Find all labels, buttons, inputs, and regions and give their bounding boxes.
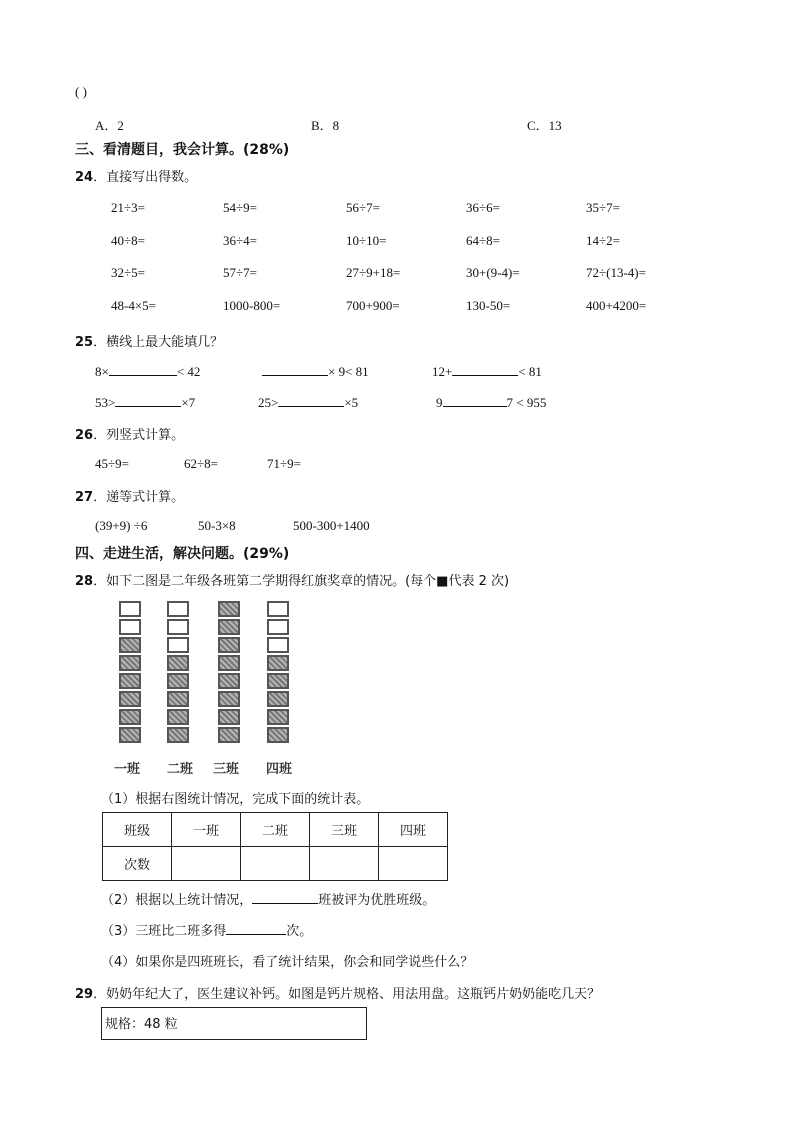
pictograph-filled-square bbox=[119, 673, 141, 689]
pictograph-filled-square bbox=[167, 655, 189, 671]
pictograph-filled-square bbox=[267, 673, 289, 689]
pictograph-empty-square bbox=[119, 619, 141, 635]
question-text: ．如下二图是二年级各班第二学期得红旗奖章的情况。(每个■代表 2 次) bbox=[93, 574, 510, 589]
pictograph-empty-square bbox=[167, 637, 189, 653]
pictograph-empty-square bbox=[267, 637, 289, 653]
pictograph-filled-square bbox=[119, 655, 141, 671]
q28-sub2-suffix: 班被评为优胜班级。 bbox=[318, 893, 436, 908]
table-row-label: 次数 bbox=[103, 847, 172, 881]
pictograph-filled-square bbox=[267, 655, 289, 671]
question-text: ．列竖式计算。 bbox=[93, 428, 185, 443]
spec-box: 规格：48 粒 bbox=[101, 1007, 367, 1040]
fill-blank[interactable] bbox=[109, 363, 177, 376]
question-25 bbox=[75, 331, 223, 350]
q26-item-3: 71÷9= bbox=[267, 456, 301, 471]
q28-sub3-prefix: （3）三班比二班多得 bbox=[101, 924, 227, 939]
q24-problem: 57÷7= bbox=[223, 265, 257, 280]
answer-cell[interactable] bbox=[379, 847, 448, 881]
pictograph-empty-square bbox=[267, 601, 289, 617]
pictograph-filled-square bbox=[167, 727, 189, 743]
pictograph-class-label: 四班 bbox=[266, 762, 293, 777]
section-4-title: 四、走进生活，解决问题。(29%) bbox=[75, 546, 290, 562]
pictograph-filled-square bbox=[218, 655, 240, 671]
q25-suffix: ×7 bbox=[181, 395, 196, 410]
pictograph-filled-square bbox=[119, 709, 141, 725]
pictograph-filled-square bbox=[218, 727, 240, 743]
q24-problem: 40÷8= bbox=[111, 233, 145, 248]
question-text: ．递等式计算。 bbox=[93, 490, 185, 505]
fill-blank[interactable] bbox=[115, 394, 181, 407]
question-number: 26 bbox=[75, 428, 94, 443]
q24-problem: 32÷5= bbox=[111, 265, 145, 280]
q25-prefix: 12+ bbox=[432, 364, 453, 379]
q24-problem: 10÷10= bbox=[346, 233, 387, 248]
pictograph-filled-square bbox=[119, 691, 141, 707]
question-text: ．奶奶年纪大了，医生建议补钙。如图是钙片规格、用法用盘。这瓶钙片奶奶能吃几天？ bbox=[93, 987, 601, 1002]
pictograph-filled-square bbox=[119, 637, 141, 653]
pictograph-filled-square bbox=[167, 673, 189, 689]
answer-parentheses: ( ) bbox=[75, 84, 87, 99]
q25-item-2 bbox=[262, 363, 369, 380]
q27-item-1: (39+9) ÷6 bbox=[95, 518, 148, 533]
q28-sub3-suffix: 次。 bbox=[286, 924, 313, 939]
q26-item-1: 45÷9= bbox=[95, 456, 129, 471]
q24-problem: 36÷4= bbox=[223, 233, 257, 248]
q24-problem: 400+4200= bbox=[586, 298, 647, 313]
q28-sub2-prefix: （2）根据以上统计情况， bbox=[101, 893, 253, 908]
option-b: B．8 bbox=[311, 118, 340, 133]
q25-item-5 bbox=[258, 394, 358, 411]
pictograph-filled-square bbox=[218, 691, 240, 707]
question-29 bbox=[75, 983, 600, 1002]
table-header-cell: 四班 bbox=[379, 813, 448, 847]
q24-problem: 64÷8= bbox=[466, 233, 500, 248]
question-number: 25 bbox=[75, 335, 94, 350]
pictograph-class-label: 二班 bbox=[167, 762, 194, 777]
pictograph-filled-square bbox=[267, 709, 289, 725]
question-28 bbox=[75, 570, 509, 589]
q24-problem: 27÷9+18= bbox=[346, 265, 401, 280]
q24-problem: 35÷7= bbox=[586, 200, 620, 215]
pictograph-class-label: 一班 bbox=[114, 762, 141, 777]
q24-problem: 700+900= bbox=[346, 298, 400, 313]
q24-problem: 30+(9-4)= bbox=[466, 265, 520, 280]
question-number: 24 bbox=[75, 170, 94, 185]
fill-blank[interactable] bbox=[262, 363, 328, 376]
question-number: 27 bbox=[75, 490, 94, 505]
q25-item-1 bbox=[95, 363, 200, 380]
q25-prefix: 53> bbox=[95, 395, 116, 410]
q25-suffix: ×5 bbox=[344, 395, 359, 410]
q28-sub4: （4）如果你是四班班长，看了统计结果，你会和同学说些什么？ bbox=[101, 955, 474, 970]
table-header-cell: 班级 bbox=[103, 813, 172, 847]
answer-cell[interactable] bbox=[172, 847, 241, 881]
q24-problem: 130-50= bbox=[466, 298, 511, 313]
question-24 bbox=[75, 166, 197, 185]
q25-item-3 bbox=[432, 363, 542, 380]
pictograph-empty-square bbox=[167, 601, 189, 617]
q28-sub1: （1）根据右图统计情况，完成下面的统计表。 bbox=[101, 792, 370, 807]
q25-suffix: < 81 bbox=[518, 364, 542, 379]
question-number: 28 bbox=[75, 574, 94, 589]
fill-blank[interactable] bbox=[278, 394, 344, 407]
option-c: C．13 bbox=[527, 118, 562, 133]
section-3-title: 三、看清题目，我会计算。(28%) bbox=[75, 142, 290, 158]
q25-prefix: 9 bbox=[436, 395, 443, 410]
answer-cell[interactable] bbox=[241, 847, 310, 881]
q28-sub3 bbox=[101, 920, 312, 939]
pictograph-filled-square bbox=[218, 637, 240, 653]
q24-problem: 48-4×5= bbox=[111, 298, 156, 313]
q28-sub2 bbox=[101, 889, 435, 908]
fill-blank[interactable] bbox=[443, 394, 507, 407]
q25-item-4 bbox=[95, 394, 195, 411]
q24-problem: 56÷7= bbox=[346, 200, 380, 215]
table-row bbox=[103, 813, 448, 847]
pictograph-filled-square bbox=[218, 709, 240, 725]
pictograph-filled-square bbox=[218, 673, 240, 689]
fill-blank[interactable] bbox=[452, 363, 518, 376]
q24-problem: 21÷3= bbox=[111, 200, 145, 215]
question-number: 29 bbox=[75, 987, 94, 1002]
answer-cell[interactable] bbox=[310, 847, 379, 881]
fill-blank[interactable] bbox=[252, 891, 318, 904]
q25-prefix: 8× bbox=[95, 364, 109, 379]
pictograph-filled-square bbox=[218, 619, 240, 635]
pictograph-filled-square bbox=[167, 691, 189, 707]
q25-prefix: 25> bbox=[258, 395, 279, 410]
question-26 bbox=[75, 424, 184, 443]
pictograph-filled-square bbox=[167, 709, 189, 725]
pictograph-empty-square bbox=[119, 601, 141, 617]
pictograph-filled-square bbox=[218, 601, 240, 617]
option-a: A．2 bbox=[95, 118, 124, 133]
q25-suffix: 7 < 955 bbox=[506, 395, 547, 410]
question-27 bbox=[75, 486, 184, 505]
question-text: ．横线上最大能填几？ bbox=[93, 335, 224, 350]
table-header-cell: 三班 bbox=[310, 813, 379, 847]
pictograph-class-label: 三班 bbox=[213, 762, 240, 777]
q27-item-3: 500-300+1400 bbox=[293, 518, 370, 533]
table-header-cell: 一班 bbox=[172, 813, 241, 847]
fill-blank[interactable] bbox=[226, 922, 286, 935]
q27-item-2: 50-3×8 bbox=[198, 518, 236, 533]
q24-problem: 54÷9= bbox=[223, 200, 257, 215]
q26-item-2: 62÷8= bbox=[184, 456, 218, 471]
q24-problem: 1000-800= bbox=[223, 298, 281, 313]
q25-item-6 bbox=[436, 394, 546, 411]
table-row bbox=[103, 847, 448, 881]
pictograph-filled-square bbox=[267, 727, 289, 743]
pictograph-filled-square bbox=[119, 727, 141, 743]
pictograph-empty-square bbox=[267, 619, 289, 635]
q24-problem: 14÷2= bbox=[586, 233, 620, 248]
pictograph-empty-square bbox=[167, 619, 189, 635]
table-header-cell: 二班 bbox=[241, 813, 310, 847]
question-text: ．直接写出得数。 bbox=[93, 170, 198, 185]
statistics-table bbox=[102, 812, 448, 881]
q24-problem: 36÷6= bbox=[466, 200, 500, 215]
q25-suffix: × 9< 81 bbox=[328, 364, 369, 379]
pictograph-filled-square bbox=[267, 691, 289, 707]
q24-problem: 72÷(13-4)= bbox=[586, 265, 646, 280]
q25-suffix: < 42 bbox=[176, 364, 201, 379]
